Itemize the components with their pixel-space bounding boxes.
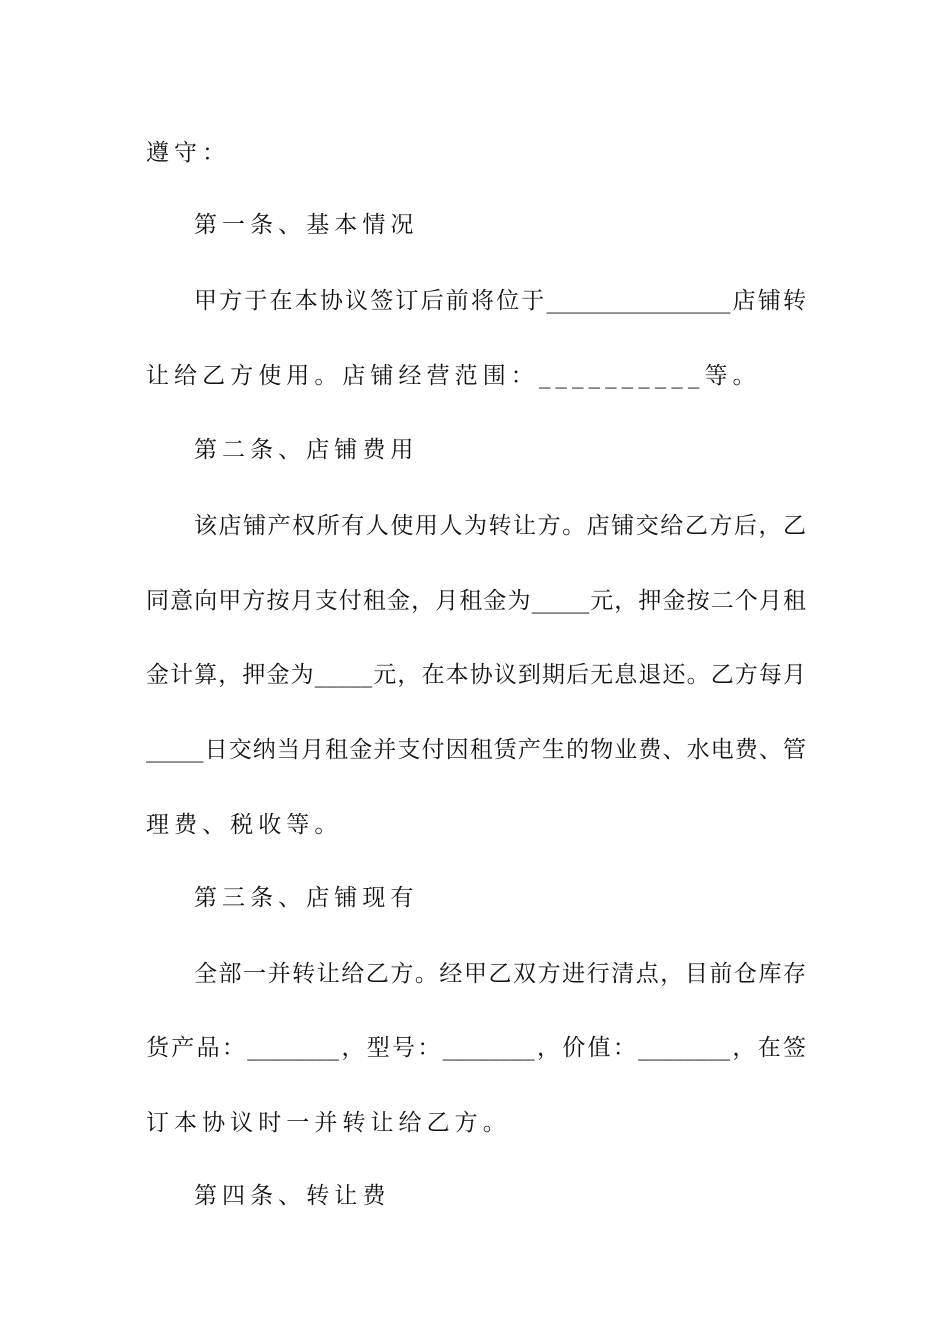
text-line-9: _____日交纳当月租金并支付因租赁产生的物业费、水电费、管 [146, 737, 806, 763]
section-heading-3: 第三条、店铺现有 [194, 885, 419, 911]
text-line-10: 理费、税收等。 [146, 812, 343, 838]
section-heading-4: 第四条、转让费 [194, 1183, 391, 1209]
text-line-8: 金计算，押金为_____元，在本协议到期后无息退还。乙方每月 [146, 662, 806, 688]
text-line-6: 该店铺产权所有人使用人为转让方。店铺交给乙方后，乙 [194, 513, 806, 539]
text-line-7: 同意向甲方按月支付租金，月租金为_____元，押金按二个月租 [146, 588, 806, 614]
text-line-3: 甲方于在本协议签订后前将位于________________店铺转 [194, 288, 806, 314]
text-line-1: 遵守： [146, 140, 231, 166]
section-heading-2: 第二条、店铺费用 [194, 437, 419, 463]
text-line-13: 货产品：________，型号：________，价值：________，在签 [146, 1035, 806, 1061]
section-heading-1: 第一条、基本情况 [194, 212, 419, 238]
text-line-12: 全部一并转让给乙方。经甲乙双方进行清点，目前仓库存 [194, 961, 806, 987]
text-line-4: 让给乙方使用。店铺经营范围：__________等。 [146, 363, 761, 389]
text-line-14: 订本协议时一并转让给乙方。 [146, 1110, 511, 1136]
